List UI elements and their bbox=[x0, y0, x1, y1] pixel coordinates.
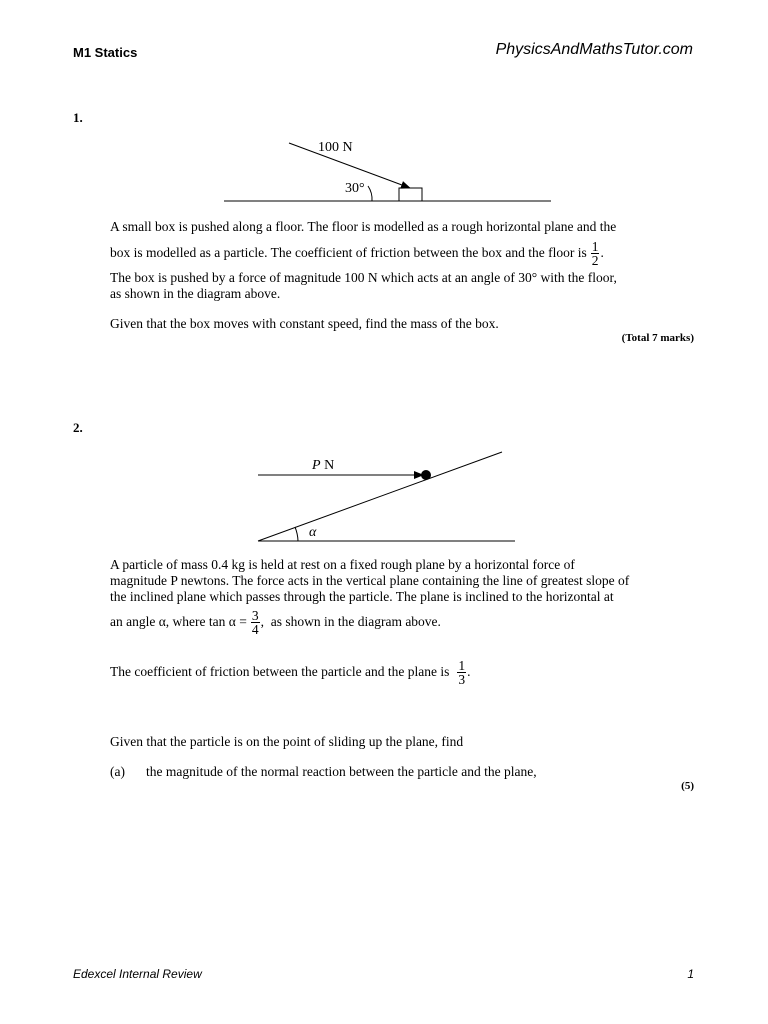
q2-part-a-marks: (5) bbox=[681, 780, 694, 792]
q2-mu-denominator: 3 bbox=[458, 671, 466, 687]
q2-tan-denominator: 4 bbox=[251, 621, 259, 637]
q2-part-a-text: the magnitude of the normal reaction between the particle and the plane, bbox=[146, 764, 537, 779]
q1-text-line2-row bbox=[110, 236, 604, 270]
q2-text-line1: A particle of mass 0.4 kg is held at rest on a fixed rough plane by a horizontal force of bbox=[110, 557, 575, 572]
q1-text-line5: Given that the box moves with constant speed, find the mass of the box. bbox=[110, 316, 499, 331]
q2-text-line4-pre: an angle α, where tan α = bbox=[110, 614, 247, 629]
q2-particle bbox=[421, 470, 431, 480]
q2-text-line2: magnitude P newtons. The force acts in the vertical plane containing the line of greatest slope of bbox=[110, 573, 630, 588]
q1-angle-label: 30° bbox=[345, 181, 365, 196]
q2-text-line5-row bbox=[110, 655, 470, 689]
header-site: PhysicsAndMathsTutor.com bbox=[495, 41, 693, 58]
q2-text-line3: the inclined plane which passes through the particle. The plane is inclined to the horizontal at bbox=[110, 589, 614, 604]
footer-text: Edexcel Internal Review bbox=[73, 967, 202, 981]
q1-mu-numerator: 1 bbox=[591, 238, 599, 254]
q1-box bbox=[399, 188, 422, 201]
q1-text-line4: as shown in the diagram above. bbox=[110, 286, 281, 301]
q2-force-label-var: P bbox=[312, 458, 321, 473]
q2-tan-numerator: 3 bbox=[251, 607, 259, 623]
page-number: 1 bbox=[687, 967, 694, 981]
q1-mu-denominator: 2 bbox=[591, 252, 599, 268]
q2-mu-numerator: 1 bbox=[458, 657, 466, 673]
question-2-number: 2. bbox=[73, 420, 83, 435]
q1-angle-arc bbox=[368, 186, 372, 201]
q2-mu-fraction bbox=[457, 659, 466, 686]
q2-angle-label: α bbox=[309, 525, 317, 540]
q1-text-line1: A small box is pushed along a floor. The floor is modelled as a rough horizontal plane and the bbox=[110, 219, 617, 234]
q2-diagram bbox=[0, 440, 768, 550]
q1-mu-tail: . bbox=[600, 245, 604, 260]
q1-mu-fraction bbox=[591, 240, 600, 267]
q2-text-line5-pre: The coefficient of friction between the particle and the plane is bbox=[110, 664, 450, 679]
q2-force-label bbox=[311, 458, 334, 473]
q1-force-label: 100 N bbox=[318, 140, 353, 155]
q2-text-line4-row bbox=[110, 605, 441, 639]
q2-part-a-label: (a) bbox=[110, 764, 125, 779]
header-title: M1 Statics bbox=[73, 45, 138, 60]
q1-text-line3: The box is pushed by a force of magnitude 100 N which acts at an angle of 30° with the floor, bbox=[110, 270, 617, 285]
q1-total-marks: (Total 7 marks) bbox=[621, 332, 694, 344]
q2-angle-arc bbox=[295, 527, 298, 541]
q1-diagram bbox=[0, 0, 768, 220]
q2-inclined-plane bbox=[258, 452, 502, 541]
q1-text-line2: box is modelled as a particle. The coefficient of friction between the box and the floor is bbox=[110, 245, 587, 260]
q2-mu-tail: . bbox=[467, 664, 471, 679]
q2-text-line4-post: , as shown in the diagram above. bbox=[260, 614, 441, 629]
q2-text-line6: Given that the particle is on the point of sliding up the plane, find bbox=[110, 734, 464, 749]
q2-force-label-unit: N bbox=[320, 458, 335, 473]
q2-tan-fraction bbox=[251, 609, 260, 636]
question-1-number: 1. bbox=[73, 110, 83, 125]
